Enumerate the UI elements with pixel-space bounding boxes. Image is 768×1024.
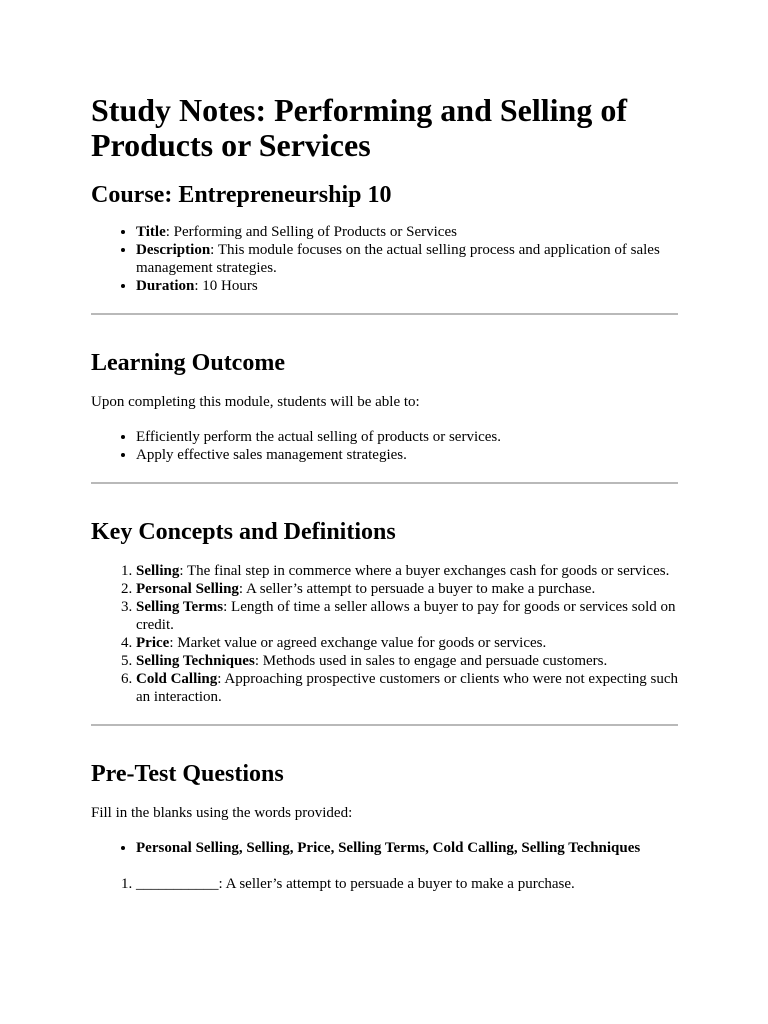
concept-term: Personal Selling: [136, 581, 239, 597]
learning-outcome-item: • Efficiently perform the actual selling of products or services.: [136, 428, 678, 446]
concept-term: Cold Calling: [136, 671, 218, 687]
course-info-item: [136, 277, 678, 295]
learning-outcome-heading: Learning Outcome: [91, 350, 285, 376]
course-info-text: : This module focuses on the actual selling process and application of sales management strategies.: [136, 242, 660, 276]
pretest-intro: Fill in the blanks using the words provided:: [91, 805, 353, 821]
course-info-term: Description: [136, 242, 211, 258]
pretest-heading: Pre-Test Questions: [91, 761, 284, 787]
course-info-term: Title: [136, 224, 166, 240]
key-concepts-heading: Key Concepts and Definitions: [91, 519, 396, 545]
concept-definition: : The final step in commerce where a buyer exchanges cash for goods or services.: [179, 563, 670, 579]
concept-item: [136, 652, 678, 670]
concept-item: [136, 634, 678, 652]
section-divider: [91, 724, 678, 726]
concept-item: [136, 670, 678, 706]
document-title: Study Notes: Performing and Selling of Products or Services: [91, 92, 627, 163]
course-info-text: : 10 Hours: [194, 278, 258, 294]
course-info-text: : Performing and Selling of Products or Services: [165, 224, 457, 240]
concept-term: Selling: [136, 563, 180, 579]
concept-definition: : Approaching prospective customers or clients who were not expecting such an interaction.: [136, 671, 678, 705]
concept-item: [136, 562, 678, 580]
concept-definition: : Length of time a seller allows a buyer to pay for goods or services sold on credit.: [136, 599, 676, 633]
course-info-item: [136, 223, 678, 241]
word-bank-words: Personal Selling, Selling, Price, Selling Terms, Cold Calling, Selling Techniques: [136, 840, 641, 856]
course-heading: Course: Entrepreneurship 10: [91, 182, 392, 208]
learning-outcome-list: [91, 428, 678, 464]
concept-definition: : A seller’s attempt to persuade a buyer to make a purchase.: [238, 581, 596, 597]
concept-item: [136, 598, 678, 634]
learning-outcome-item: • Apply effective sales management strategies.: [136, 446, 678, 464]
concept-definition: : Methods used in sales to engage and persuade customers.: [254, 653, 608, 669]
concept-definition: : Market value or agreed exchange value for goods or services.: [169, 635, 547, 651]
word-bank-list: [91, 839, 678, 857]
word-bank: [136, 839, 678, 857]
course-info-term: Duration: [136, 278, 195, 294]
concept-term: Selling Techniques: [136, 653, 255, 669]
course-info-item: [136, 241, 678, 277]
section-divider: [91, 482, 678, 484]
section-divider: [91, 313, 678, 315]
pretest-question-list: [91, 875, 678, 893]
pretest-question: 1. ___________: A seller’s attempt to persuade a buyer to make a purchase.: [136, 875, 678, 893]
key-concepts-list: [91, 562, 678, 706]
course-info-list: [91, 223, 678, 295]
concept-term: Price: [136, 635, 170, 651]
learning-outcome-intro: Upon completing this module, students will be able to:: [91, 394, 420, 410]
concept-item: [136, 580, 678, 598]
concept-term: Selling Terms: [136, 599, 224, 615]
